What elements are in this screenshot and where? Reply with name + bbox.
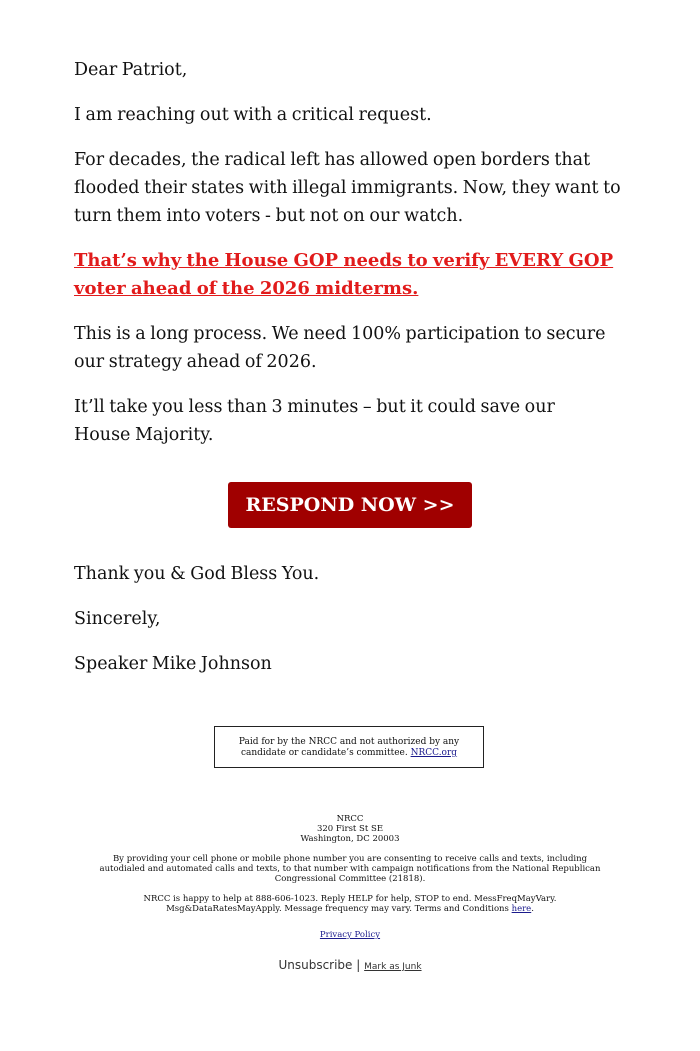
footer-address bbox=[90, 814, 610, 844]
paragraph-borders: For decades, the radical left has allowed open borders that flooded their states with illegal immigrants. Now, they want to turn them into voters - but not on our watch. bbox=[74, 150, 621, 226]
footer-help-text: NRCC is happy to help at 888-606-1023. Reply HELP for help, STOP to end. MessFreqMayVary. Msg&DataRatesMayApply. Message frequency may vary. Terms and Conditions bbox=[143, 894, 557, 914]
signature: Speaker Mike Johnson bbox=[74, 654, 272, 674]
separator: | bbox=[356, 958, 361, 972]
footer-city: Washington, DC 20003 bbox=[300, 834, 400, 844]
greeting: Dear Patriot, bbox=[74, 60, 188, 80]
disclaimer-text: Paid for by the NRCC and not authorized by any candidate or candidate’s committee. bbox=[238, 737, 460, 758]
footer-street: 320 First St SE bbox=[316, 824, 384, 834]
footer-org: NRCC bbox=[336, 814, 364, 824]
respond-now-button[interactable]: RESPOND NOW >> bbox=[228, 482, 472, 528]
footer-help: NRCC is happy to help at 888-606-1023. Reply HELP for help, STOP to end. MessFreqMayVary. Msg&DataRatesMayApply. Message frequency may vary. Terms and Conditions here. bbox=[143, 894, 557, 914]
highlight-link[interactable]: That’s why the House GOP needs to verify EVERY GOP voter ahead of the 2026 midterms. bbox=[74, 250, 614, 299]
footer-unsubscribe-row bbox=[90, 958, 610, 974]
paid-for-disclaimer bbox=[214, 726, 484, 768]
paragraph-request: I am reaching out with a critical request. bbox=[74, 105, 432, 125]
thanks-text: Thank you & God Bless You. bbox=[74, 564, 320, 584]
closing-text: Sincerely, bbox=[74, 609, 161, 629]
paragraph-process: This is a long process. We need 100% participation to secure our strategy ahead of 2026. bbox=[74, 324, 606, 372]
privacy-policy-link[interactable]: Privacy Policy bbox=[319, 930, 381, 940]
nrcc-link[interactable]: NRCC.org bbox=[410, 748, 458, 758]
footer-privacy bbox=[90, 930, 610, 940]
footer-consent: By providing your cell phone or mobile phone number you are consenting to receive calls and texts, including autodialed and automated calls and texts, to that number with campaign notifications from the National Republican Congressional Committee (21818). bbox=[99, 854, 601, 884]
mark-as-junk-link[interactable]: Mark as Junk bbox=[364, 962, 422, 972]
paragraph-time: It’ll take you less than 3 minutes – but it could save our House Majority. bbox=[74, 397, 555, 445]
terms-here-link[interactable]: here bbox=[511, 904, 532, 914]
unsubscribe-link[interactable]: Unsubscribe bbox=[278, 958, 353, 972]
